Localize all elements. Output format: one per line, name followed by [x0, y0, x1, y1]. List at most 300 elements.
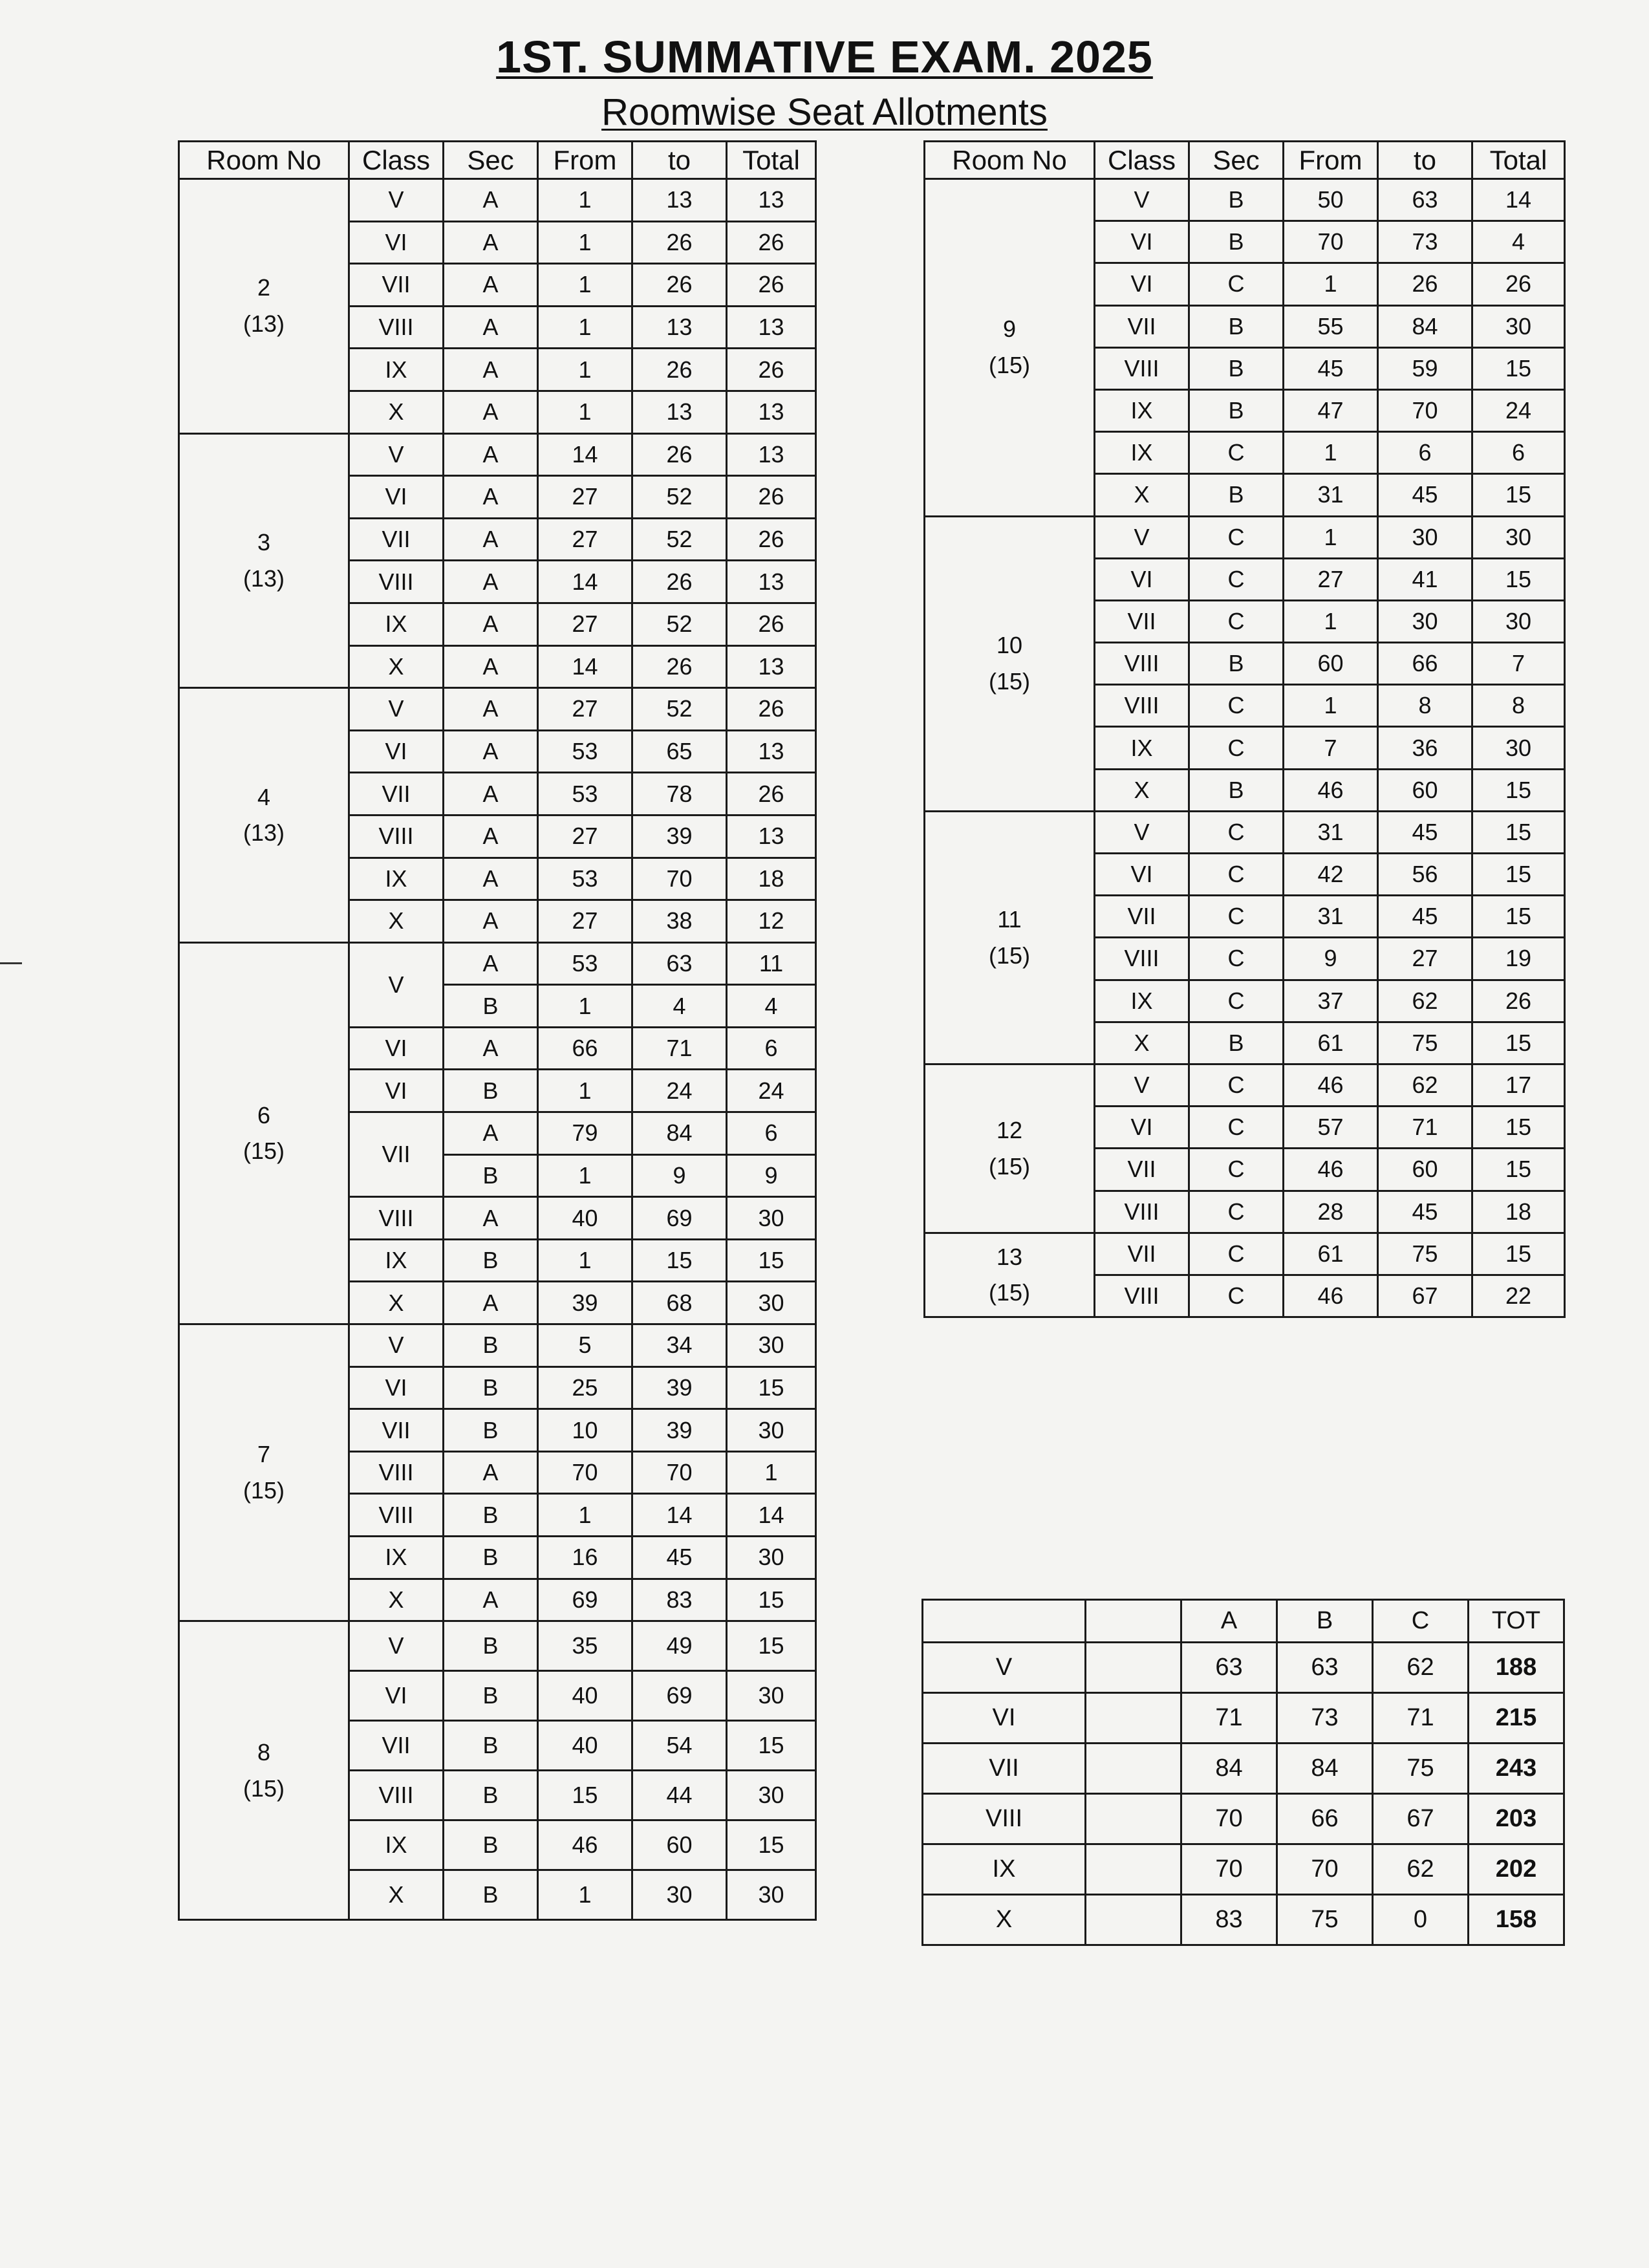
- from-cell: 1: [1284, 516, 1378, 558]
- summary-row: [923, 1794, 1564, 1844]
- total-cell: 26: [727, 518, 816, 561]
- total-cell: 26: [727, 476, 816, 519]
- summary-row: [923, 1693, 1564, 1744]
- section-cell: C: [1189, 263, 1284, 305]
- summary-a-cell: 84: [1181, 1744, 1277, 1794]
- total-cell: 4: [727, 985, 816, 1028]
- room-cell: [925, 811, 1095, 1064]
- to-cell: 49: [632, 1621, 727, 1671]
- total-cell: 30: [727, 1197, 816, 1240]
- section-cell: B: [444, 1537, 538, 1579]
- summary-total-cell: 158: [1469, 1895, 1564, 1945]
- from-cell: 14: [538, 645, 632, 688]
- summary-class-cell: IX: [923, 1844, 1086, 1895]
- room-cell: [179, 688, 349, 943]
- room-capacity: (15): [242, 1775, 285, 1802]
- total-cell: 15: [727, 1721, 816, 1771]
- to-cell: 13: [632, 179, 727, 222]
- summary-row: [923, 1744, 1564, 1794]
- margin-mark: [0, 962, 22, 964]
- total-cell: 26: [727, 773, 816, 815]
- total-cell: 13: [727, 179, 816, 222]
- to-cell: 14: [632, 1494, 727, 1537]
- summary-c-cell: 67: [1373, 1794, 1469, 1844]
- section-cell: B: [1189, 221, 1284, 263]
- to-cell: 26: [632, 264, 727, 307]
- from-cell: 46: [1284, 1149, 1378, 1191]
- class-cell: VIII: [1095, 1191, 1189, 1233]
- from-cell: 46: [1284, 769, 1378, 811]
- class-cell: V: [349, 688, 444, 731]
- class-cell: VIII: [349, 1197, 444, 1240]
- summary-row: [923, 1895, 1564, 1945]
- summary-c-cell: 0: [1373, 1895, 1469, 1945]
- from-cell: 40: [538, 1721, 632, 1771]
- summary-total-cell: 243: [1469, 1744, 1564, 1794]
- section-cell: C: [1189, 811, 1284, 853]
- room-number: 7: [257, 1441, 271, 1468]
- section-cell: A: [444, 1197, 538, 1240]
- section-cell: A: [444, 942, 538, 985]
- to-cell: 9: [632, 1154, 727, 1197]
- to-cell: 26: [632, 221, 727, 264]
- total-cell: 26: [1472, 980, 1565, 1022]
- total-cell: 17: [1472, 1064, 1565, 1106]
- section-cell: B: [1189, 1022, 1284, 1064]
- room-cell: [925, 179, 1095, 517]
- from-cell: 53: [538, 942, 632, 985]
- room-capacity: (15): [242, 1477, 285, 1504]
- summary-b-cell: 63: [1277, 1643, 1373, 1693]
- section-cell: A: [444, 476, 538, 519]
- class-cell: IX: [349, 1820, 444, 1870]
- to-cell: 62: [1378, 980, 1472, 1022]
- room-capacity: (15): [988, 668, 1031, 695]
- room-cell: [179, 1324, 349, 1621]
- column-header: Room No: [179, 142, 349, 179]
- table-row: [179, 688, 816, 731]
- to-cell: 71: [632, 1027, 727, 1070]
- to-cell: 75: [1378, 1233, 1472, 1275]
- to-cell: 15: [632, 1239, 727, 1282]
- table-row: [179, 1324, 816, 1367]
- to-cell: 26: [632, 349, 727, 391]
- from-cell: 27: [538, 603, 632, 645]
- room-cell: [179, 942, 349, 1324]
- section-cell: C: [1189, 685, 1284, 727]
- room-cell: [925, 1233, 1095, 1317]
- from-cell: 28: [1284, 1191, 1378, 1233]
- total-cell: 30: [727, 1324, 816, 1367]
- to-cell: 70: [632, 1451, 727, 1494]
- to-cell: 45: [1378, 474, 1472, 516]
- from-cell: 27: [538, 815, 632, 858]
- total-cell: 18: [727, 858, 816, 900]
- room-cell: [925, 1064, 1095, 1233]
- section-cell: A: [444, 1282, 538, 1324]
- class-cell: X: [1095, 769, 1189, 811]
- total-cell: 30: [1472, 305, 1565, 347]
- room-capacity: (13): [242, 565, 285, 592]
- summary-class-cell: VI: [923, 1693, 1086, 1744]
- to-cell: 34: [632, 1324, 727, 1367]
- to-cell: 45: [1378, 1191, 1472, 1233]
- to-cell: 45: [1378, 896, 1472, 938]
- class-cell: VIII: [1095, 347, 1189, 389]
- from-cell: 7: [1284, 727, 1378, 769]
- total-cell: 30: [727, 1671, 816, 1721]
- total-cell: 13: [727, 391, 816, 433]
- room-cell: [179, 433, 349, 688]
- class-cell: VI: [349, 221, 444, 264]
- total-cell: 13: [727, 433, 816, 476]
- section-cell: C: [1189, 1064, 1284, 1106]
- total-cell: 11: [727, 942, 816, 985]
- section-cell: B: [1189, 769, 1284, 811]
- section-cell: A: [444, 773, 538, 815]
- class-cell: VI: [1095, 1107, 1189, 1149]
- from-cell: 1: [538, 391, 632, 433]
- summary-column-header: C: [1373, 1600, 1469, 1643]
- section-cell: C: [1189, 938, 1284, 980]
- room-capacity: (13): [242, 819, 285, 847]
- class-cell: VI: [1095, 558, 1189, 600]
- section-cell: A: [444, 645, 538, 688]
- section-cell: B: [1189, 305, 1284, 347]
- from-cell: 70: [1284, 221, 1378, 263]
- section-cell: B: [1189, 179, 1284, 221]
- total-cell: 30: [727, 1282, 816, 1324]
- total-cell: 15: [727, 1366, 816, 1409]
- class-cell: VI: [349, 1070, 444, 1112]
- section-cell: A: [444, 1451, 538, 1494]
- section-cell: A: [444, 433, 538, 476]
- total-cell: 15: [1472, 1149, 1565, 1191]
- class-cell: V: [349, 942, 444, 1027]
- total-cell: 15: [1472, 347, 1565, 389]
- summary-b-cell: 70: [1277, 1844, 1373, 1895]
- table-row: [179, 433, 816, 476]
- section-cell: A: [444, 179, 538, 222]
- from-cell: 1: [538, 306, 632, 349]
- from-cell: 40: [538, 1197, 632, 1240]
- class-cell: V: [349, 433, 444, 476]
- section-cell: B: [1189, 643, 1284, 685]
- total-cell: 30: [1472, 516, 1565, 558]
- from-cell: 61: [1284, 1022, 1378, 1064]
- section-cell: B: [444, 1820, 538, 1870]
- summary-a-cell: 63: [1181, 1643, 1277, 1693]
- class-cell: VII: [349, 264, 444, 307]
- from-cell: 37: [1284, 980, 1378, 1022]
- class-cell: V: [1095, 811, 1189, 853]
- to-cell: 65: [632, 730, 727, 773]
- summary-b-cell: 75: [1277, 1895, 1373, 1945]
- total-cell: 15: [727, 1239, 816, 1282]
- from-cell: 39: [538, 1282, 632, 1324]
- from-cell: 27: [1284, 558, 1378, 600]
- table-row: [179, 942, 816, 985]
- to-cell: 68: [632, 1282, 727, 1324]
- section-cell: A: [444, 518, 538, 561]
- class-cell: VIII: [1095, 685, 1189, 727]
- total-cell: 30: [727, 1870, 816, 1920]
- to-cell: 83: [632, 1579, 727, 1621]
- summary-class-cell: V: [923, 1643, 1086, 1693]
- section-cell: C: [1189, 854, 1284, 896]
- summary-column-header: B: [1277, 1600, 1373, 1643]
- from-cell: 79: [538, 1112, 632, 1155]
- class-cell: VI: [1095, 854, 1189, 896]
- class-cell: X: [349, 1579, 444, 1621]
- total-cell: 26: [727, 349, 816, 391]
- summary-b-cell: 73: [1277, 1693, 1373, 1744]
- to-cell: 84: [632, 1112, 727, 1155]
- summary-b-cell: 84: [1277, 1744, 1373, 1794]
- class-cell: VII: [1095, 600, 1189, 642]
- section-cell: A: [444, 730, 538, 773]
- section-cell: C: [1189, 727, 1284, 769]
- class-cell: IX: [1095, 980, 1189, 1022]
- section-cell: A: [444, 1112, 538, 1155]
- from-cell: 1: [1284, 600, 1378, 642]
- page-subtitle: Roomwise Seat Allotments: [601, 91, 1048, 133]
- class-cell: X: [349, 645, 444, 688]
- class-cell: VIII: [349, 1771, 444, 1820]
- class-cell: V: [1095, 179, 1189, 221]
- total-cell: 8: [1472, 685, 1565, 727]
- from-cell: 61: [1284, 1233, 1378, 1275]
- from-cell: 1: [538, 985, 632, 1028]
- room-capacity: (15): [988, 352, 1031, 379]
- section-cell: B: [444, 1154, 538, 1197]
- total-cell: 24: [727, 1070, 816, 1112]
- from-cell: 47: [1284, 389, 1378, 431]
- from-cell: 60: [1284, 643, 1378, 685]
- section-cell: C: [1189, 516, 1284, 558]
- to-cell: 67: [1378, 1275, 1472, 1317]
- section-cell: C: [1189, 980, 1284, 1022]
- from-cell: 25: [538, 1366, 632, 1409]
- section-cell: C: [1189, 896, 1284, 938]
- total-cell: 15: [727, 1579, 816, 1621]
- to-cell: 69: [632, 1197, 727, 1240]
- total-cell: 22: [1472, 1275, 1565, 1317]
- room-number: 10: [996, 632, 1023, 659]
- room-number: 2: [257, 274, 271, 301]
- total-cell: 26: [727, 688, 816, 731]
- table-row: [925, 811, 1565, 853]
- class-cell: VIII: [349, 306, 444, 349]
- section-cell: B: [444, 985, 538, 1028]
- class-cell: VIII: [349, 561, 444, 603]
- section-cell: A: [444, 221, 538, 264]
- summary-a-cell: 71: [1181, 1693, 1277, 1744]
- room-number: 11: [997, 906, 1022, 933]
- class-cell: IX: [349, 603, 444, 645]
- summary-c-cell: 62: [1373, 1643, 1469, 1693]
- section-cell: B: [444, 1494, 538, 1537]
- column-header: to: [632, 142, 727, 179]
- column-header: Total: [727, 142, 816, 179]
- class-cell: VII: [349, 1112, 444, 1197]
- from-cell: 1: [538, 1239, 632, 1282]
- to-cell: 39: [632, 815, 727, 858]
- room-number: 12: [996, 1117, 1023, 1144]
- from-cell: 70: [538, 1451, 632, 1494]
- from-cell: 53: [538, 858, 632, 900]
- to-cell: 60: [1378, 1149, 1472, 1191]
- room-number: 6: [257, 1101, 271, 1129]
- to-cell: 39: [632, 1409, 727, 1452]
- total-cell: 15: [1472, 1107, 1565, 1149]
- to-cell: 26: [632, 645, 727, 688]
- summary-b-cell: 66: [1277, 1794, 1373, 1844]
- class-cell: V: [349, 1324, 444, 1367]
- summary-class-cell: VII: [923, 1744, 1086, 1794]
- total-cell: 15: [1472, 474, 1565, 516]
- section-cell: C: [1189, 1275, 1284, 1317]
- total-cell: 1: [727, 1451, 816, 1494]
- from-cell: 69: [538, 1579, 632, 1621]
- section-cell: B: [444, 1070, 538, 1112]
- to-cell: 52: [632, 518, 727, 561]
- section-cell: A: [444, 264, 538, 307]
- seat-table-left: [178, 140, 817, 1921]
- from-cell: 1: [538, 1154, 632, 1197]
- to-cell: 70: [1378, 389, 1472, 431]
- section-cell: C: [1189, 432, 1284, 474]
- from-cell: 53: [538, 773, 632, 815]
- table-row: [179, 1621, 816, 1671]
- summary-blank-cell: [1086, 1744, 1181, 1794]
- class-cell: VII: [1095, 896, 1189, 938]
- section-cell: A: [444, 349, 538, 391]
- section-cell: C: [1189, 600, 1284, 642]
- class-cell: IX: [349, 1537, 444, 1579]
- to-cell: 8: [1378, 685, 1472, 727]
- section-cell: A: [444, 306, 538, 349]
- summary-a-cell: 70: [1181, 1844, 1277, 1895]
- from-cell: 10: [538, 1409, 632, 1452]
- class-cell: V: [1095, 516, 1189, 558]
- summary-table: [921, 1599, 1565, 1946]
- section-cell: A: [444, 858, 538, 900]
- total-cell: 13: [727, 815, 816, 858]
- column-header: From: [1284, 142, 1378, 179]
- from-cell: 5: [538, 1324, 632, 1367]
- class-cell: X: [349, 1870, 444, 1920]
- room-number: 3: [257, 529, 271, 556]
- from-cell: 53: [538, 730, 632, 773]
- from-cell: 46: [1284, 1064, 1378, 1106]
- total-cell: 15: [1472, 1233, 1565, 1275]
- class-cell: V: [349, 179, 444, 222]
- summary-blank-cell: [1086, 1693, 1181, 1744]
- total-cell: 15: [1472, 896, 1565, 938]
- to-cell: 13: [632, 391, 727, 433]
- to-cell: 26: [1378, 263, 1472, 305]
- section-cell: B: [444, 1239, 538, 1282]
- class-cell: IX: [349, 1239, 444, 1282]
- to-cell: 71: [1378, 1107, 1472, 1149]
- column-header: Sec: [444, 142, 538, 179]
- class-cell: VI: [349, 730, 444, 773]
- column-header: Room No: [925, 142, 1095, 179]
- room-number: 13: [996, 1243, 1023, 1270]
- section-cell: A: [444, 603, 538, 645]
- from-cell: 66: [538, 1027, 632, 1070]
- summary-a-cell: 83: [1181, 1895, 1277, 1945]
- summary-column-header: [1086, 1600, 1181, 1643]
- from-cell: 1: [1284, 432, 1378, 474]
- class-cell: VII: [349, 1721, 444, 1771]
- to-cell: 84: [1378, 305, 1472, 347]
- room-cell: [179, 179, 349, 434]
- total-cell: 4: [1472, 221, 1565, 263]
- to-cell: 30: [632, 1870, 727, 1920]
- to-cell: 56: [1378, 854, 1472, 896]
- table-row: [925, 516, 1565, 558]
- class-cell: X: [349, 1282, 444, 1324]
- summary-class-cell: X: [923, 1895, 1086, 1945]
- total-cell: 13: [727, 306, 816, 349]
- summary-c-cell: 62: [1373, 1844, 1469, 1895]
- section-cell: C: [1189, 1107, 1284, 1149]
- class-cell: VI: [1095, 263, 1189, 305]
- total-cell: 30: [1472, 727, 1565, 769]
- summary-column-header: A: [1181, 1600, 1277, 1643]
- total-cell: 26: [727, 221, 816, 264]
- class-cell: V: [1095, 1064, 1189, 1106]
- class-cell: IX: [1095, 727, 1189, 769]
- to-cell: 30: [1378, 600, 1472, 642]
- total-cell: 18: [1472, 1191, 1565, 1233]
- room-cell: [179, 1621, 349, 1920]
- total-cell: 30: [1472, 600, 1565, 642]
- from-cell: 1: [1284, 685, 1378, 727]
- total-cell: 24: [1472, 389, 1565, 431]
- page-title: 1ST. SUMMATIVE EXAM. 2025: [496, 32, 1153, 82]
- seat-table-right: [923, 140, 1566, 1318]
- total-cell: 6: [727, 1027, 816, 1070]
- to-cell: 69: [632, 1671, 727, 1721]
- room-capacity: (15): [988, 942, 1031, 969]
- to-cell: 70: [632, 858, 727, 900]
- from-cell: 27: [538, 900, 632, 943]
- class-cell: VII: [1095, 305, 1189, 347]
- column-header: From: [538, 142, 632, 179]
- from-cell: 35: [538, 1621, 632, 1671]
- to-cell: 41: [1378, 558, 1472, 600]
- from-cell: 46: [538, 1820, 632, 1870]
- from-cell: 27: [538, 688, 632, 731]
- section-cell: A: [444, 1579, 538, 1621]
- from-cell: 1: [538, 1494, 632, 1537]
- total-cell: 15: [727, 1621, 816, 1671]
- to-cell: 52: [632, 603, 727, 645]
- section-cell: B: [1189, 474, 1284, 516]
- room-capacity: (15): [988, 1152, 1031, 1180]
- from-cell: 55: [1284, 305, 1378, 347]
- section-cell: A: [444, 391, 538, 433]
- total-cell: 13: [727, 561, 816, 603]
- to-cell: 45: [1378, 811, 1472, 853]
- to-cell: 30: [1378, 516, 1472, 558]
- summary-blank-cell: [1086, 1794, 1181, 1844]
- section-cell: B: [1189, 389, 1284, 431]
- total-cell: 15: [1472, 854, 1565, 896]
